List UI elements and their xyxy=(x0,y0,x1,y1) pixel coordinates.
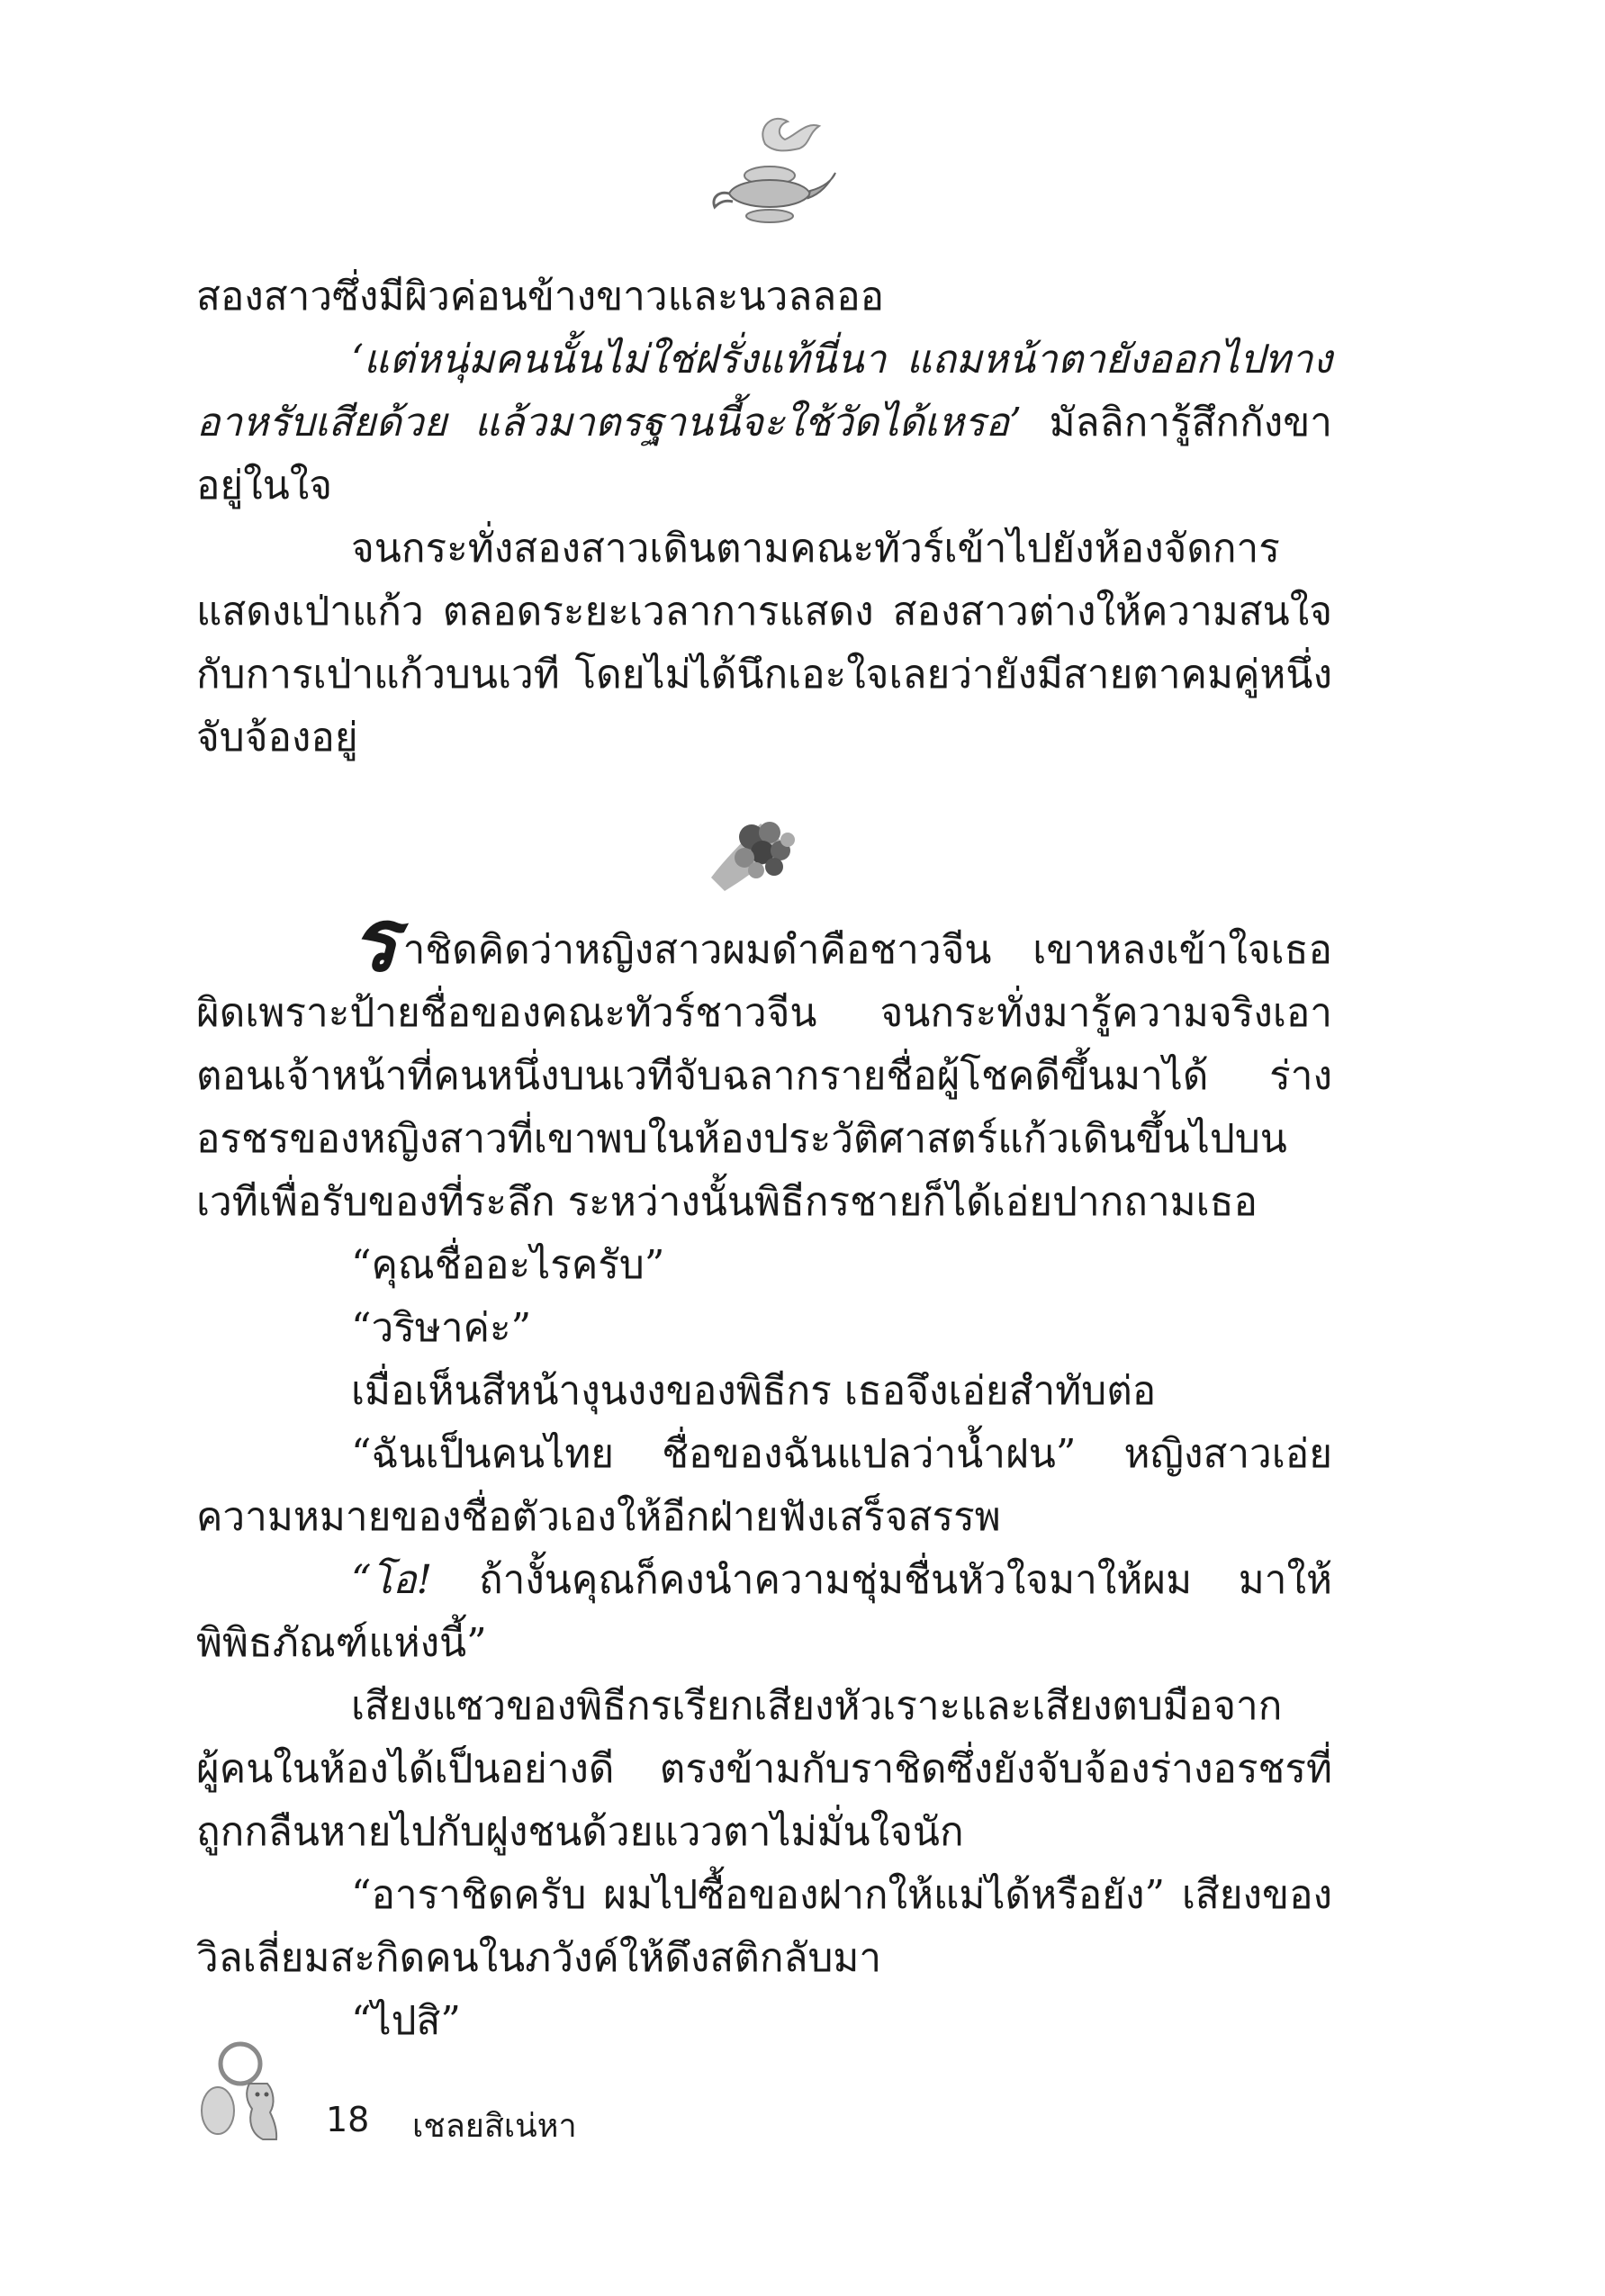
italic-thought: ‘แต่หนุ่มคนนั้นไม่ใช่ฝรั่งแท้นี่นา แถมหน้าตายังออกไปทางอาหรับเสียด้วย แล้วมาตรฐานนี้จะใช้วัดได้เหรอ’ xyxy=(196,337,1332,446)
keychain-icon xyxy=(191,2039,290,2147)
dialogue-line: “วริษาค่ะ” xyxy=(351,1305,532,1351)
paragraph-rest: ถ้างั้นคุณก็คงนำความชุ่มชื่นหัวใจมาให้ผม มาให้พิพิธภัณฑ์แห่งนี้” xyxy=(196,1557,1332,1666)
paragraph: “อาราชิดครับ ผมไปซื้อของฝากให้แม่ได้หรือยัง” เสียงของวิลเลี่ยมสะกิดคนในภวังค์ให้ดึงสติกลับมา xyxy=(196,1872,1332,1981)
paragraph: จนกระทั่งสองสาวเดินตามคณะทัวร์เข้าไปยังห้องจัดการแสดงเป่าแก้ว ตลอดระยะเวลาการแสดง สองสาวต่างให้ความสนใจกับการเป่าแก้วบนเวที โดยไม่ได้นึกเอะใจเลยว่ายังมีสายตาคมคู่หนึ่งจับจ้องอยู่ xyxy=(196,526,1332,761)
text-section-top xyxy=(196,266,1332,770)
paragraph-thought xyxy=(196,329,1332,518)
dialogue-line: “ไปสิ” xyxy=(351,1998,461,2044)
paragraph-dropcap xyxy=(196,890,1332,1234)
text-section-bottom xyxy=(196,890,1332,2053)
dialogue-line: “คุณชื่ออะไรครับ” xyxy=(351,1242,665,1288)
flower-bouquet-icon xyxy=(698,806,806,900)
paragraph-rest: าชิดคิดว่าหญิงสาวผมดำคือชาวจีน เขาหลงเข้าใจเธอผิดเพราะป้ายชื่อของคณะทัวร์ชาวจีน จนกระทั่งมารู้ความจริงเอาตอนเจ้าหน้าที่คนหนึ่งบนเวทีจับฉลากรายชื่อผู้โชคดีขึ้นมาได้ ร่างอรชรของหญิงสาวที่เขาพบในห้องประวัติศาสตร์แก้วเดินขึ้นไปบนเวทีเพื่อรับของที่ระลึก ระหว่างนั้นพิธีกรชายก็ได้เอ่ยปากถามเธอ xyxy=(196,927,1332,1225)
page-number: 18 xyxy=(326,2100,370,2139)
paragraph: เสียงแซวของพิธีกรเรียกเสียงหัวเราะและเสียงตบมือจากผู้คนในห้องได้เป็นอย่างดี ตรงข้ามกับราชิดซึ่งยังจับจ้องร่างอรชรที่ถูกกลืนหายไปกับฝูงชนด้วยแววตาไม่มั่นใจนัก xyxy=(196,1683,1332,1855)
italic-exclamation: “โอ! xyxy=(351,1557,433,1603)
thought-tail: มัลลิการู้สึกกังขาอยู่ในใจ xyxy=(196,400,1332,509)
magic-lamp-icon xyxy=(702,108,837,234)
book-title: เชลยสิเน่หา xyxy=(412,2108,577,2145)
paragraph: เมื่อเห็นสีหน้างุนงงของพิธีกร เธอจึงเอ่ยสำทับต่อ xyxy=(351,1368,1157,1414)
paragraph xyxy=(196,1549,1332,1675)
paragraph: สองสาวซึ่งมีผิวค่อนข้างขาวและนวลลออ xyxy=(196,274,885,320)
drop-cap: ร xyxy=(351,890,398,991)
paragraph: “ฉันเป็นคนไทย ชื่อของฉันแปลว่าน้ำฝน” หญิงสาวเอ่ยความหมายของชื่อตัวเองให้อีกฝ่ายฟังเสร็จสรรพ xyxy=(196,1431,1332,1540)
